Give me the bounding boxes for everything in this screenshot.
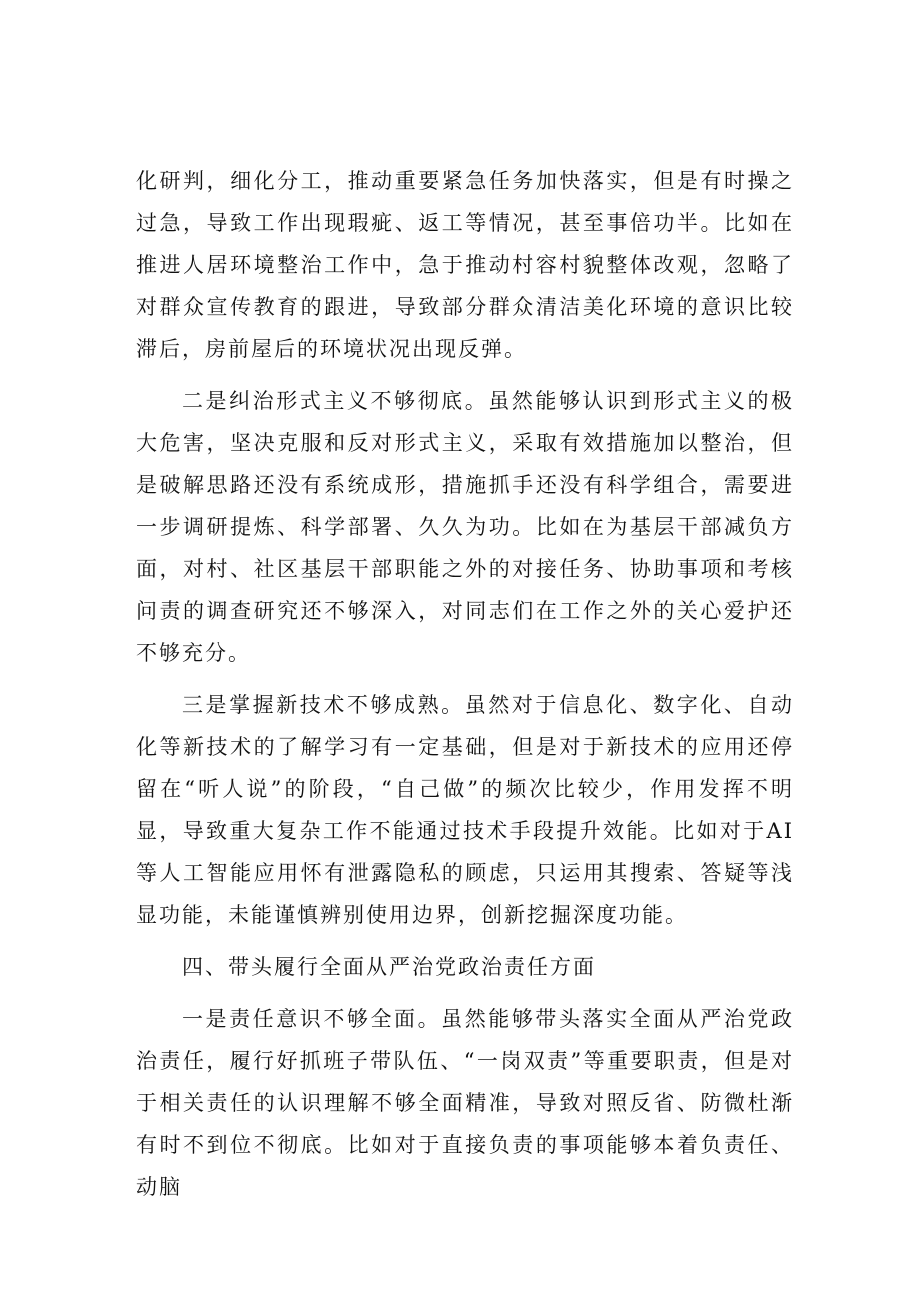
document-body bbox=[136, 160, 794, 1208]
paragraph-responsibility: 一是责任意识不够全面。虽然能够带头落实全面从严治党政治责任，履行好抓班子带队伍、“一岗双责”等重要职责，但是对于相关责任的认识理解不够全面精准，导致对照反省、防微杜渐有时不到位不彻底。比如对于直接负责的事项能够本着负责任、动脑 bbox=[136, 1007, 794, 1199]
paragraph-formalism: 二是纠治形式主义不够彻底。虽然能够认识到形式主义的极大危害，坚决克服和反对形式主义，采取有效措施加以整治，但是破解思路还没有系统成形，措施抓手还没有科学组合，需要进一步调研提炼、科学部署、久久为功。比如在为基层干部减负方面，对村、社区基层干部职能之外的对接任务、协助事项和考核问责的调查研究还不够深入，对同志们在工作之外的关心爱护还不够充分。 bbox=[136, 389, 794, 665]
paragraph-continuation: 化研判，细化分工，推动重要紧急任务加快落实，但是有时操之过急，导致工作出现瑕疵、返工等情况，甚至事倍功半。比如在推进人居环境整治工作中，急于推动村容村貌整体改观，忽略了对群众宣传教育的跟进，导致部分群众清洁美化环境的意识比较滞后，房前屋后的环境状况出现反弹。 bbox=[136, 169, 794, 361]
section-heading-four: 四、带头履行全面从严治党政治责任方面 bbox=[182, 955, 596, 979]
paragraph-new-technology: 三是掌握新技术不够成熟。虽然对于信息化、数字化、自动化等新技术的了解学习有一定基础，但是对于新技术的应用还停留在“听人说”的阶段，“自己做”的频次比较少，作用发挥不明显，导致重大复杂工作不能通过技术手段提升效能。比如对于AI等人工智能应用怀有泄露隐私的顾虑，只运用其搜索、答疑等浅显功能，未能谨慎辨别使用边界，创新挖掘深度功能。 bbox=[136, 693, 794, 927]
